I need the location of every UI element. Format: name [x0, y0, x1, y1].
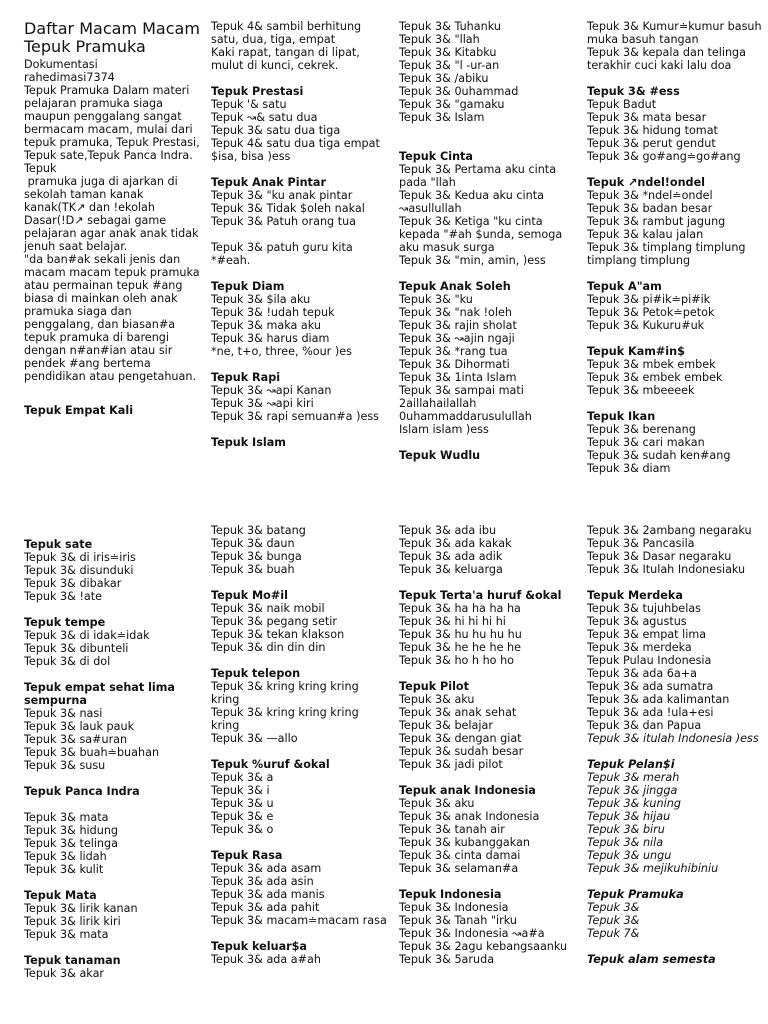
- section-heading: Tepuk Anak Soleh: [399, 280, 511, 293]
- text-line: Tepuk 3& perut gendut: [587, 137, 716, 150]
- section-gap: [24, 772, 202, 785]
- text-line: Tepuk 3& "gamaku: [399, 98, 505, 111]
- text-line: Tepuk 3& Tuhanku: [399, 20, 501, 33]
- text-line: Islam islam )ess: [399, 423, 489, 436]
- section-heading: Tepuk keluar$a: [211, 940, 307, 953]
- text-line: Tepuk 3& a: [211, 771, 274, 784]
- section-gap: [399, 124, 577, 150]
- text-line: Tepuk 3& belajar: [399, 719, 493, 732]
- text-line: Tepuk 3& !ate: [24, 590, 103, 603]
- text-line: Tepuk 3& o: [211, 823, 274, 836]
- top-column-1: [24, 20, 202, 417]
- text-line: Tepuk 3& pi#ik≐pi#ik: [587, 293, 711, 306]
- text-line: Tepuk 3& hidung: [24, 824, 119, 837]
- text-line: Tepuk 3& badan besar: [587, 202, 713, 215]
- section-gap: [587, 72, 765, 85]
- text-line: Tepuk 3& "llah: [399, 33, 480, 46]
- section-gap: [24, 668, 202, 681]
- section-heading: Tepuk Rasa: [211, 849, 283, 862]
- text-line: Tepuk 3& Dasar negaraku: [587, 550, 732, 563]
- text-line: Tepuk 3& *ndel≐ondel: [587, 189, 713, 202]
- section-gap: [399, 576, 577, 589]
- text-line: Tepuk 3& di idak≐idak: [24, 629, 150, 642]
- text-line: Kaki rapat, tangan di lipat, mulut di kunci, cekrek.: [211, 46, 364, 72]
- section-heading: Tepuk alam semesta: [587, 953, 716, 966]
- section-gap: [211, 576, 389, 589]
- text-line: pramuka juga di ajarkan di sekolah taman kanak kanak(TK↗ dan !ekolah Dasar(!D↗ sebagai game pelajaran agar anak anak tidak jenuh saat belajar.: [24, 175, 203, 253]
- text-line: Tepuk 3& embek embek: [587, 371, 723, 384]
- text-line: *ne, t+o, three, %our )es: [211, 345, 352, 358]
- text-line: [24, 798, 202, 811]
- text-line: Tepuk 3& berenang: [587, 423, 696, 436]
- text-line: Tepuk 3& pegang setir: [211, 615, 337, 628]
- section-heading: Tepuk Wudlu: [399, 449, 481, 462]
- text-line: Tepuk 3& hidung tomat: [587, 124, 718, 137]
- text-line: Tepuk 3& mata: [24, 811, 109, 824]
- text-line: [211, 228, 389, 241]
- text-line: Tepuk 3& Itulah Indonesiaku: [587, 563, 746, 576]
- text-line: Tepuk 3& mbek embek: [587, 358, 716, 371]
- text-line: Tepuk 3& patuh guru kita *#eah.: [211, 241, 357, 267]
- text-line: Tepuk 3& ada 6a+a: [587, 667, 698, 680]
- text-line: Tepuk 3& buah: [211, 563, 295, 576]
- text-line: Tepuk 3& 5aruda: [399, 953, 495, 966]
- text-line: Tepuk 3& diam: [587, 462, 671, 475]
- section-gap: [587, 875, 765, 888]
- text-line: Tepuk 3& he he he he: [399, 641, 522, 654]
- text-line: Tepuk 3& "ku: [399, 293, 473, 306]
- text-line: Tepuk 4& sambil berhitung satu, dua, tiga, empat: [211, 20, 365, 46]
- text-line: Tepuk 3& kepala dan telinga terakhir cuci kaki lalu doa: [587, 46, 750, 72]
- text-line: $isa, bisa )ess: [211, 150, 291, 163]
- text-line: Tepuk 3& din din din: [211, 641, 326, 654]
- text-line: Tepuk 3& 2ambang negaraku: [587, 524, 752, 537]
- text-line: Tepuk '& satu: [211, 98, 287, 111]
- text-line: Tepuk 3& nila: [587, 836, 664, 849]
- text-line: Tepuk 3& maka aku: [211, 319, 321, 332]
- section-gap: [211, 163, 389, 176]
- text-line: Tepuk 3&: [587, 901, 640, 914]
- section-heading: Tepuk Diam: [211, 280, 285, 293]
- text-line: Tepuk 3& Petok≐petok: [587, 306, 715, 319]
- text-line: Tepuk ↝& satu dua: [211, 111, 318, 124]
- text-line: Tepuk 3& —allo: [211, 732, 298, 745]
- text-line: Tepuk 3& Patuh orang tua: [211, 215, 357, 228]
- text-line: Tepuk Pulau Indonesia: [587, 654, 712, 667]
- section-heading: Tepuk empat sehat lima sempurna: [24, 681, 179, 707]
- text-line: Tepuk 3& ada sumatra: [587, 680, 714, 693]
- text-line: Tepuk 3& mata besar: [587, 111, 707, 124]
- section-heading: Tepuk Ikan: [587, 410, 656, 423]
- text-line: Tepuk 3& tujuhbelas: [587, 602, 701, 615]
- text-line: Tepuk 3& dan Papua: [587, 719, 702, 732]
- text-line: Tepuk 3& e: [211, 810, 274, 823]
- text-line: Dokumentasi: [24, 58, 98, 71]
- text-line: Tepuk 3& Pertama aku cinta pada "llah: [399, 163, 560, 189]
- text-line: Tepuk 3& cari makan: [587, 436, 705, 449]
- section-gap: [587, 940, 765, 953]
- text-line: Tepuk 3& aku: [399, 797, 475, 810]
- text-line: Tepuk 3& bunga: [211, 550, 302, 563]
- text-line: Tepuk 3& timplang timplung timplang timplung: [587, 241, 750, 267]
- text-line: Tepuk 7&: [587, 927, 640, 940]
- section-heading: Tepuk Kam#in$: [587, 345, 685, 358]
- section-gap: [211, 654, 389, 667]
- section-gap: [399, 436, 577, 449]
- section-gap: [587, 745, 765, 758]
- text-line: Tepuk 3& Indonesia ↝a#a: [399, 927, 545, 940]
- text-line: Tepuk 3& Tanah "irku: [399, 914, 517, 927]
- section-gap: [587, 332, 765, 345]
- bottom-column-3: [399, 524, 577, 966]
- text-line: Tepuk 3& 2agu kebangsaanku: [399, 940, 568, 953]
- text-line: Tepuk 3& lauk pauk: [24, 720, 135, 733]
- text-line: Tepuk 3& dibunteli: [24, 642, 129, 655]
- text-line: Tepuk 3& 0uhammad: [399, 85, 519, 98]
- bottom-column-2: [211, 524, 389, 966]
- text-line: Tepuk 3& 1inta Islam: [399, 371, 517, 384]
- text-line: Tepuk 3& susu: [24, 759, 106, 772]
- text-line: Tepuk 3& aku: [399, 693, 475, 706]
- section-heading: Tepuk Pilot: [399, 680, 469, 693]
- text-line: Tepuk 3& !udah tepuk: [211, 306, 335, 319]
- section-gap: [24, 941, 202, 954]
- text-line: Tepuk 3& Kitabku: [399, 46, 497, 59]
- section-heading: Tepuk Terta'a huruf &okal: [399, 589, 562, 602]
- section-heading: Tepuk Mo#il: [211, 589, 288, 602]
- text-line: Tepuk 3& sampai mati: [399, 384, 524, 397]
- text-line: Tepuk 3& hi hi hi hi: [399, 615, 506, 628]
- text-line: Tepuk 3& dibakar: [24, 577, 122, 590]
- section-gap: [399, 667, 577, 680]
- text-line: Tepuk 3& ↝api Kanan: [211, 384, 332, 397]
- text-line: Tepuk 3& "ku anak pintar: [211, 189, 353, 202]
- text-line: Tepuk 3& biru: [587, 823, 665, 836]
- text-line: Tepuk 3& telinga: [24, 837, 118, 850]
- text-line: Tepuk 3& anak Indonesia: [399, 810, 540, 823]
- text-line: Tepuk 3& ada asin: [211, 875, 314, 888]
- section-gap: [587, 576, 765, 589]
- text-line: Tepuk 3& Ketiga "ku cinta kepada "#ah $unda, semoga aku masuk surga: [399, 215, 566, 254]
- text-line: Tepuk 3& ada asam: [211, 862, 322, 875]
- section-gap: [211, 267, 389, 280]
- text-line: Tepuk 3& macam≐macam rasa: [211, 914, 387, 927]
- section-gap: [211, 836, 389, 849]
- text-line: Tepuk 3& sudah besar: [399, 745, 524, 758]
- section-heading: Tepuk Empat Kali: [24, 404, 134, 417]
- text-line: Tepuk 3& batang: [211, 524, 306, 537]
- text-line: Tepuk 3& ungu: [587, 849, 672, 862]
- section-heading: Tepuk tanaman: [24, 954, 121, 967]
- document-title: Daftar Macam Macam Tepuk Pramuka: [24, 19, 200, 56]
- text-line: Tepuk 3& nasi: [24, 707, 103, 720]
- text-line: Tepuk 4& satu dua tiga empat: [211, 137, 380, 150]
- text-line: Tepuk 3& lirik kanan: [24, 902, 138, 915]
- text-line: Tepuk 3& merah: [587, 771, 680, 784]
- text-line: Tepuk 3& kring kring kring kring: [211, 706, 363, 732]
- section-gap: [399, 771, 577, 784]
- text-line: Tepuk 3& sudah ken#ang: [587, 449, 731, 462]
- text-line: Tepuk 3& Islam: [399, 111, 485, 124]
- section-heading: Tepuk A"am: [587, 280, 662, 293]
- text-line: Tepuk 3& lirik kiri: [24, 915, 121, 928]
- text-line: Tepuk 3& Kumur≐kumur basuh muka basuh tangan: [587, 20, 766, 46]
- text-line: Tepuk 3& mata: [24, 928, 109, 941]
- text-line: Tepuk 3& hu hu hu hu: [399, 628, 522, 641]
- section-heading: Tepuk Rapi: [211, 371, 281, 384]
- section-gap: [24, 603, 202, 616]
- text-line: Tepuk 3& ↝api kiri: [211, 397, 314, 410]
- top-column-3: [399, 20, 577, 462]
- text-line: Tepuk 3& agustus: [587, 615, 687, 628]
- text-line: Tepuk 3& rajin sholat: [399, 319, 517, 332]
- top-half: [0, 20, 768, 490]
- section-heading: Tepuk anak Indonesia: [399, 784, 536, 797]
- text-line: Tepuk 3& keluarga: [399, 563, 503, 576]
- text-line: Tepuk 3& *rang tua: [399, 345, 508, 358]
- text-line: Tepuk 3& lidah: [24, 850, 107, 863]
- section-heading: Tepuk Indonesia: [399, 888, 502, 901]
- text-line: dengan n#an#ian atau sir pendek #ang bertema pendidikan atau pengetahuan.: [24, 344, 197, 383]
- text-line: Tepuk 3& jadi pilot: [399, 758, 503, 771]
- text-line: Tepuk 3& Kukuru#uk: [587, 319, 705, 332]
- section-gap: [399, 267, 577, 280]
- section-heading: Tepuk tempe: [24, 616, 106, 629]
- section-heading: Tepuk ↗ndel!ondel: [587, 176, 705, 189]
- section-heading: Tepuk sate: [24, 538, 93, 551]
- text-line: Tepuk 3& di dol: [24, 655, 111, 668]
- text-line: Tepuk 3& ↝ajin ngaji: [399, 332, 515, 345]
- text-line: Tepuk 3& ada adik: [399, 550, 503, 563]
- text-line: Tepuk 3& rapi semuan#a )ess: [211, 410, 379, 423]
- text-line: Tepuk 3& "nak !oleh: [399, 306, 512, 319]
- text-line: Tepuk 3& di iris≐iris: [24, 551, 136, 564]
- text-line: Tepuk 3& akar: [24, 967, 105, 980]
- section-gap: [211, 358, 389, 371]
- text-line: Tepuk 3& "min, amin, )ess: [399, 254, 546, 267]
- section-heading: Tepuk Mata: [24, 889, 97, 902]
- text-line: 0uhammaddarusulullah: [399, 410, 532, 423]
- section-heading: Tepuk %uruf &okal: [211, 758, 330, 771]
- text-line: Tepuk 3& kulit: [24, 863, 104, 876]
- text-line: Tepuk 3& dengan giat: [399, 732, 522, 745]
- text-line: Tepuk 3& rambut jagung: [587, 215, 726, 228]
- section-heading: Tepuk Merdeka: [587, 589, 683, 602]
- text-line: Tepuk 3& ada a#ah: [211, 953, 321, 966]
- text-line: Tepuk 3& $ila aku: [211, 293, 311, 306]
- section-gap: [211, 745, 389, 758]
- text-line: Tepuk 3& disunduki: [24, 564, 134, 577]
- text-line: rahedimasi7374: [24, 71, 115, 84]
- text-line: Tepuk 3& ada !ula+esi: [587, 706, 714, 719]
- text-line: Tepuk 3& naik mobil: [211, 602, 325, 615]
- section-gap: [211, 927, 389, 940]
- text-line: Tepuk 3& empat lima: [587, 628, 707, 641]
- section-heading: Tepuk 3& #ess: [587, 85, 680, 98]
- text-line: Tepuk 3& ada kalimantan: [587, 693, 730, 706]
- text-line: Tepuk 3& selaman#a: [399, 862, 519, 875]
- text-line: 2aillahailallah: [399, 397, 477, 410]
- text-line: Tepuk 3& Kedua aku cinta ↝asullullah: [399, 189, 548, 215]
- text-line: Tepuk 3& Dihormati: [399, 358, 510, 371]
- text-line: Tepuk 3& cinta damai: [399, 849, 521, 862]
- text-line: Tepuk 3& ada kakak: [399, 537, 512, 550]
- bottom-column-1: [24, 538, 202, 980]
- text-line: Tepuk 3& ha ha ha ha: [399, 602, 521, 615]
- text-line: Tepuk 3& anak sehat: [399, 706, 517, 719]
- text-line: Tepuk 3& ada pahit: [211, 901, 320, 914]
- text-line: Tepuk 3& kuning: [587, 797, 681, 810]
- section-gap: [587, 163, 765, 176]
- text-line: Tepuk 3& jingga: [587, 784, 678, 797]
- text-line: Tepuk 3& buah≐buahan: [24, 746, 160, 759]
- text-line: Tepuk 3& Pancasila: [587, 537, 695, 550]
- section-heading: Tepuk Pramuka: [587, 888, 684, 901]
- text-line: Tepuk 3& satu dua tiga: [211, 124, 341, 137]
- text-line: Tepuk 3& itulah Indonesia )ess: [587, 732, 759, 745]
- bottom-column-4: [587, 524, 765, 966]
- text-line: Tepuk 3& i: [211, 784, 270, 797]
- text-line: Tepuk 3& tekan klakson: [211, 628, 345, 641]
- text-line: Tepuk Badut: [587, 98, 657, 111]
- text-line: Tepuk 3& merdeka: [587, 641, 692, 654]
- text-line: Tepuk 3& ho h ho ho: [399, 654, 515, 667]
- text-line: Tepuk 3& "l -ur-an: [399, 59, 500, 72]
- section-heading: Tepuk telepon: [211, 667, 301, 680]
- section-gap: [587, 397, 765, 410]
- text-line: Tepuk 3& daun: [211, 537, 295, 550]
- text-line: Tepuk 3&: [587, 914, 640, 927]
- text-line: Tepuk Pramuka Dalam materi pelajaran pramuka siaga maupun penggalang sangat bermacam macam, mulai dari tepuk pramuka, Tepuk Prestasi, Tepuk sate,Tepuk Panca Indra. Tepuk: [24, 84, 204, 175]
- text-line: Tepuk 3& kubanggakan: [399, 836, 530, 849]
- text-line: Tepuk 3& u: [211, 797, 274, 810]
- text-line: Tepuk 3& kalau jalan: [587, 228, 704, 241]
- top-column-2: [211, 20, 389, 449]
- section-heading: Tepuk Panca Indra: [24, 785, 140, 798]
- text-line: Tepuk 3& ada manis: [211, 888, 325, 901]
- top-column-4: [587, 20, 765, 475]
- text-line: Tepuk 3& sa#uran: [24, 733, 128, 746]
- section-heading: Tepuk Islam: [211, 436, 286, 449]
- bottom-half: [0, 524, 768, 1014]
- section-heading: Tepuk Prestasi: [211, 85, 304, 98]
- text-line: "da ban#ak sekali jenis dan macam macam tepuk pramuka atau permainan tepuk #ang biasa di mainkan oleh anak pramuka siaga dan penggalang, dan biasan#a tepuk pramuka di barengi: [24, 253, 204, 344]
- text-line: Tepuk 3& Tidak $oleh nakal: [211, 202, 365, 215]
- section-heading: Tepuk Pelan$i: [587, 758, 675, 771]
- text-line: Tepuk 3& Indonesia: [399, 901, 509, 914]
- text-line: Tepuk 3& go#ang≐go#ang: [587, 150, 741, 163]
- text-line: Tepuk 3& /abiku: [399, 72, 489, 85]
- section-gap: [24, 876, 202, 889]
- text-line: Tepuk 3& harus diam: [211, 332, 330, 345]
- section-gap: [211, 72, 389, 85]
- section-heading: Tepuk Cinta: [399, 150, 473, 163]
- section-gap: [399, 875, 577, 888]
- text-line: Tepuk 3& hijau: [587, 810, 671, 823]
- section-gap: [587, 267, 765, 280]
- text-line: Tepuk 3& kring kring kring kring: [211, 680, 363, 706]
- section-heading: Tepuk Anak Pintar: [211, 176, 326, 189]
- section-gap: [211, 423, 389, 436]
- text-line: Tepuk 3& ada ibu: [399, 524, 497, 537]
- text-line: Tepuk 3& tanah air: [399, 823, 505, 836]
- text-line: Tepuk 3& mejikuhibiniu: [587, 862, 719, 875]
- text-line: Tepuk 3& mbeeeek: [587, 384, 695, 397]
